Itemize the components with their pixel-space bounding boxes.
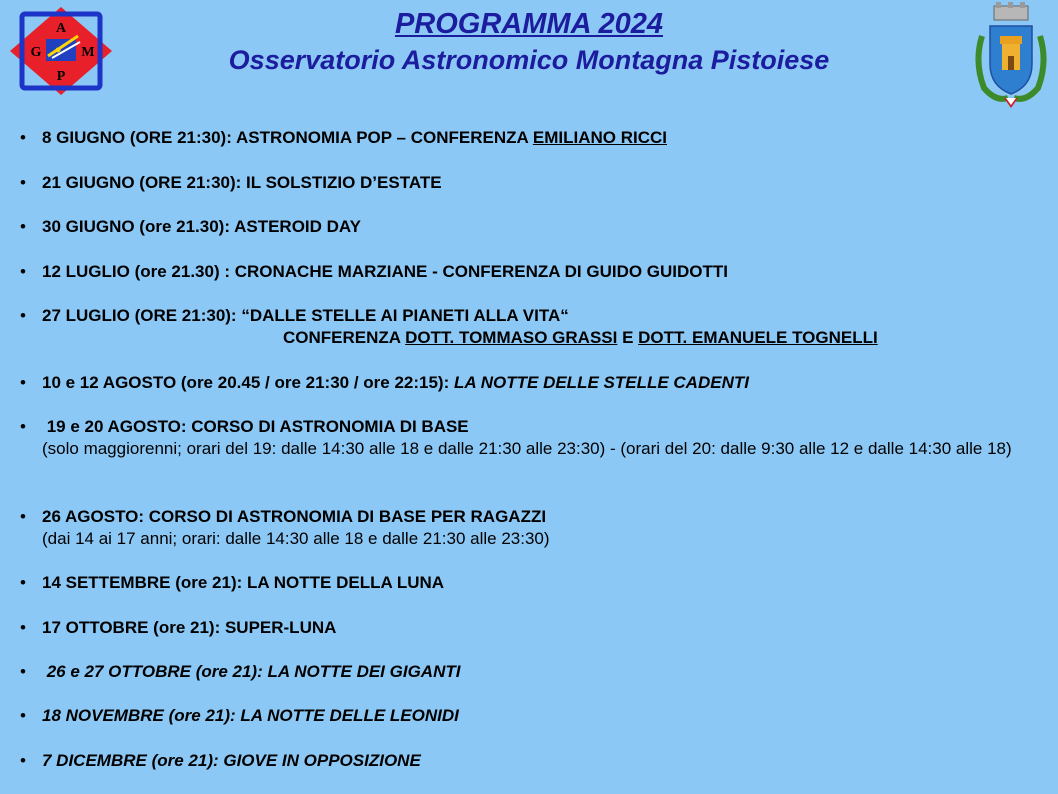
bullet: •	[20, 306, 26, 325]
event-detail: (solo maggiorenni; orari del 19: dalle 14:30 alle 18 e dalle 21:30 alle 23:30) - (orari del 20: dalle 9:30 alle 12 e dalle 14:30 alle 18)	[42, 439, 1012, 458]
bullet: •	[20, 128, 26, 147]
event-detail: (dai 14 ai 17 anni; orari: dalle 14:30 alle 18 e dalle 21:30 alle 23:30)	[42, 529, 550, 548]
bullet: •	[20, 217, 26, 236]
municipal-coat-of-arms-icon	[972, 2, 1050, 112]
event-text: 18 NOVEMBRE (ore 21): LA NOTTE DELLE LEONIDI	[42, 706, 459, 725]
event-main: 10 e 12 AGOSTO (ore 20.45 / ore 21:30 / ore 22:15):	[42, 373, 454, 392]
bullet: •	[20, 507, 26, 526]
logo-letter-g: G	[30, 45, 42, 60]
event-text	[42, 416, 1022, 460]
event-text: 21 GIUGNO (ORE 21:30): IL SOLSTIZIO D’ESTATE	[42, 173, 442, 192]
event-text	[42, 127, 1022, 149]
event-conference-line	[42, 327, 1022, 349]
bullet: •	[20, 573, 26, 592]
bullet: •	[20, 262, 26, 281]
event-text	[42, 506, 1022, 550]
bullet: •	[20, 706, 26, 725]
logo-letter-p: P	[56, 69, 66, 84]
event-main: 26 AGOSTO: CORSO DI ASTRONOMIA DI BASE PER RAGAZZI	[42, 507, 547, 526]
event-main: 19 e 20 AGOSTO: CORSO DI ASTRONOMIA DI BASE	[42, 417, 469, 436]
event-speaker: EMILIANO RICCI	[532, 128, 667, 147]
event-speaker: DOTT. TOMMASO GRASSI	[405, 328, 618, 347]
event-text	[42, 305, 1022, 349]
bullet: •	[20, 417, 26, 436]
event-text	[42, 372, 1022, 394]
event-main: 27 LUGLIO (ORE 21:30): “DALLE STELLE AI PIANETI ALLA VITA“	[42, 306, 569, 325]
header	[0, 0, 1058, 110]
event-title: LA NOTTE DELLE STELLE CADENTI	[453, 373, 749, 392]
logo-letter-m: M	[81, 45, 95, 60]
event-text: 14 SETTEMBRE (ore 21): LA NOTTE DELLA LUNA	[42, 573, 445, 592]
bullet: •	[20, 751, 26, 770]
event-main: 8 GIUGNO (ORE 21:30): ASTRONOMIA POP – CONFERENZA	[42, 128, 533, 147]
event-text: 7 DICEMBRE (ore 21): GIOVE IN OPPOSIZIONE	[42, 751, 421, 770]
bullet: •	[20, 373, 26, 392]
event-speaker: DOTT. EMANUELE TOGNELLI	[638, 328, 878, 347]
event-text: 30 GIUGNO (ore 21.30): ASTEROID DAY	[42, 217, 361, 236]
page-subtitle: Osservatorio Astronomico Montagna Pistoiese	[228, 45, 830, 75]
speaker-joiner: E	[617, 328, 639, 347]
conference-label: CONFERENZA	[283, 328, 406, 347]
bullet: •	[20, 662, 26, 681]
event-text: 17 OTTOBRE (ore 21): SUPER-LUNA	[42, 618, 337, 637]
event-text: 12 LUGLIO (ore 21.30) : CRONACHE MARZIANE - CONFERENZA DI GUIDO GUIDOTTI	[42, 262, 729, 281]
logo-letter-a: A	[55, 21, 67, 36]
page-title: PROGRAMMA 2024	[394, 8, 664, 40]
bullet: •	[20, 173, 26, 192]
event-text: 26 e 27 OTTOBRE (ore 21): LA NOTTE DEI GIGANTI	[42, 662, 461, 681]
bullet: •	[20, 618, 26, 637]
